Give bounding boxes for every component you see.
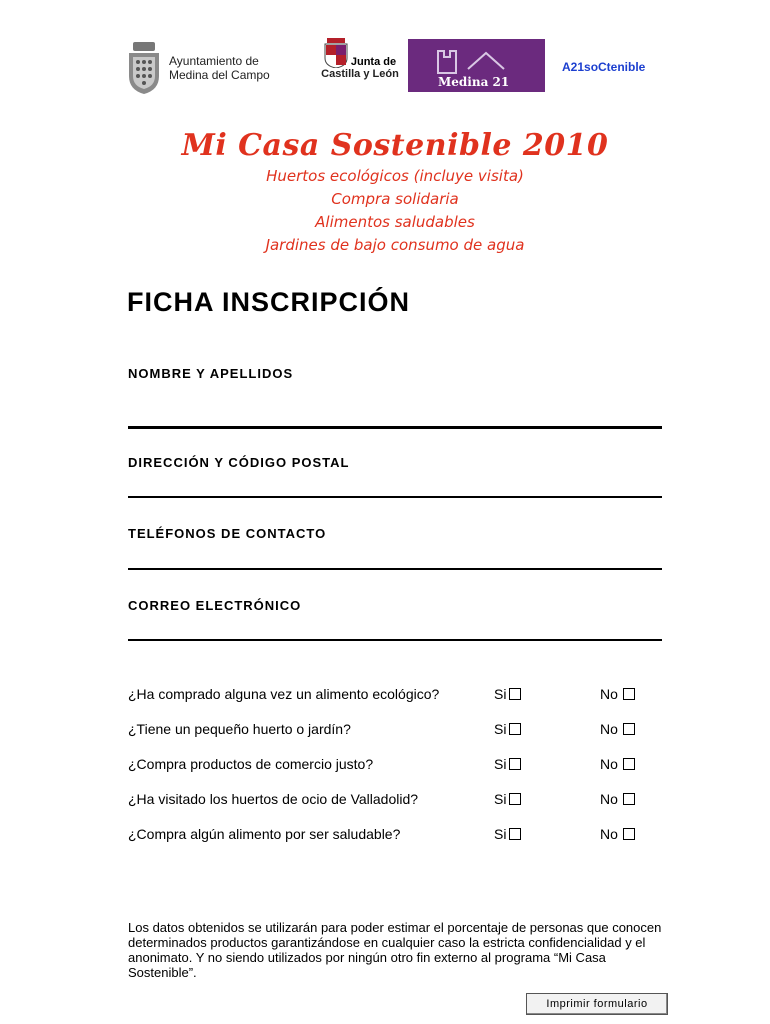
- no-label: No: [600, 826, 618, 842]
- no-checkbox[interactable]: [623, 723, 635, 735]
- subtitle-list: [0, 165, 770, 257]
- ayuntamiento-logo: [127, 42, 270, 94]
- coat-of-arms-icon: [127, 42, 161, 94]
- phone-field-value[interactable]: [128, 541, 662, 559]
- yes-option[interactable]: [494, 791, 521, 807]
- question-row: [128, 686, 668, 721]
- ayuntamiento-line2: Medina del Campo: [169, 68, 270, 82]
- email-field-line: [128, 639, 662, 641]
- ayuntamiento-line1: Ayuntamiento de: [169, 54, 259, 68]
- yes-option[interactable]: [494, 686, 521, 702]
- email-field-value[interactable]: [128, 613, 662, 631]
- name-field[interactable]: [128, 366, 662, 430]
- question-text: ¿Tiene un pequeño huerto o jardín?: [128, 721, 351, 737]
- no-option[interactable]: [600, 756, 635, 772]
- print-form-button[interactable]: Imprimir formulario: [526, 993, 668, 1015]
- yes-checkbox[interactable]: [509, 688, 521, 700]
- logo-strip: [0, 38, 770, 98]
- no-option[interactable]: [600, 826, 635, 842]
- page-title: Mi Casa Sostenible 2010: [181, 128, 609, 163]
- subtitle-item: Alimentos saludables: [315, 213, 475, 231]
- subtitle-item: Compra solidaria: [331, 190, 459, 208]
- yes-label: Si: [494, 686, 507, 702]
- question-text: ¿Ha visitado los huertos de ocio de Valladolid?: [128, 791, 419, 807]
- yes-label: Si: [494, 721, 507, 737]
- yes-option[interactable]: [494, 826, 521, 842]
- no-checkbox[interactable]: [623, 828, 635, 840]
- yes-checkbox[interactable]: [509, 828, 521, 840]
- no-label: No: [600, 756, 618, 772]
- no-checkbox[interactable]: [623, 758, 635, 770]
- privacy-note: Los datos obtenidos se utilizarán para poder estimar el porcentaje de personas que conocen determinados productos garantizándose en cualquier caso la estricta confidencialidad y el anonimato. Y no siendo utilizados por ningún otro fin externo al programa “Mi Casa Sostenible”.: [128, 920, 662, 980]
- question-list: [128, 686, 668, 861]
- question-row: [128, 756, 668, 791]
- yes-checkbox[interactable]: [509, 793, 521, 805]
- address-field[interactable]: [128, 455, 662, 499]
- junta-line2: Castilla y León: [321, 68, 399, 80]
- address-field-line: [128, 496, 662, 498]
- no-label: No: [600, 721, 618, 737]
- yes-option[interactable]: [494, 721, 521, 737]
- question-text: ¿Compra productos de comercio justo?: [128, 756, 374, 772]
- name-field-value[interactable]: [128, 381, 662, 401]
- email-field[interactable]: [128, 598, 662, 642]
- question-text: ¿Compra algún alimento por ser saludable?: [128, 826, 401, 842]
- yes-label: Si: [494, 791, 507, 807]
- yes-label: Si: [494, 826, 507, 842]
- yes-label: Si: [494, 756, 507, 772]
- medina21-text: Medina 21: [438, 75, 510, 89]
- junta-logo: [315, 38, 405, 80]
- no-label: No: [600, 791, 618, 807]
- question-row: [128, 791, 668, 826]
- subtitle-item: Jardines de bajo consumo de agua: [265, 236, 525, 254]
- a21-logo: A21soCtenible: [562, 60, 646, 74]
- no-checkbox[interactable]: [623, 688, 635, 700]
- no-checkbox[interactable]: [623, 793, 635, 805]
- phone-field-label: TELÉFONOS DE CONTACTO: [128, 526, 327, 541]
- yes-checkbox[interactable]: [509, 758, 521, 770]
- no-label: No: [600, 686, 618, 702]
- junta-shield-icon: [324, 38, 348, 68]
- question-row: [128, 721, 668, 756]
- question-row: [128, 826, 668, 861]
- form-heading: FICHA INSCRIPCIÓN: [127, 287, 411, 317]
- yes-option[interactable]: [494, 756, 521, 772]
- phone-field[interactable]: [128, 526, 662, 570]
- phone-field-line: [128, 568, 662, 570]
- no-option[interactable]: [600, 721, 635, 737]
- yes-checkbox[interactable]: [509, 723, 521, 735]
- subtitle-item: Huertos ecológicos (incluye visita): [266, 167, 524, 185]
- junta-line1: Junta de: [350, 56, 397, 68]
- question-text: ¿Ha comprado alguna vez un alimento ecológico?: [128, 686, 440, 702]
- address-field-value[interactable]: [128, 470, 662, 488]
- medina21-logo: [408, 39, 545, 92]
- name-field-label: NOMBRE Y APELLIDOS: [128, 366, 294, 381]
- name-field-line: [128, 426, 662, 429]
- email-field-label: CORREO ELECTRÓNICO: [128, 598, 302, 613]
- address-field-label: DIRECCIÓN Y CÓDIGO POSTAL: [128, 455, 350, 470]
- no-option[interactable]: [600, 686, 635, 702]
- no-option[interactable]: [600, 791, 635, 807]
